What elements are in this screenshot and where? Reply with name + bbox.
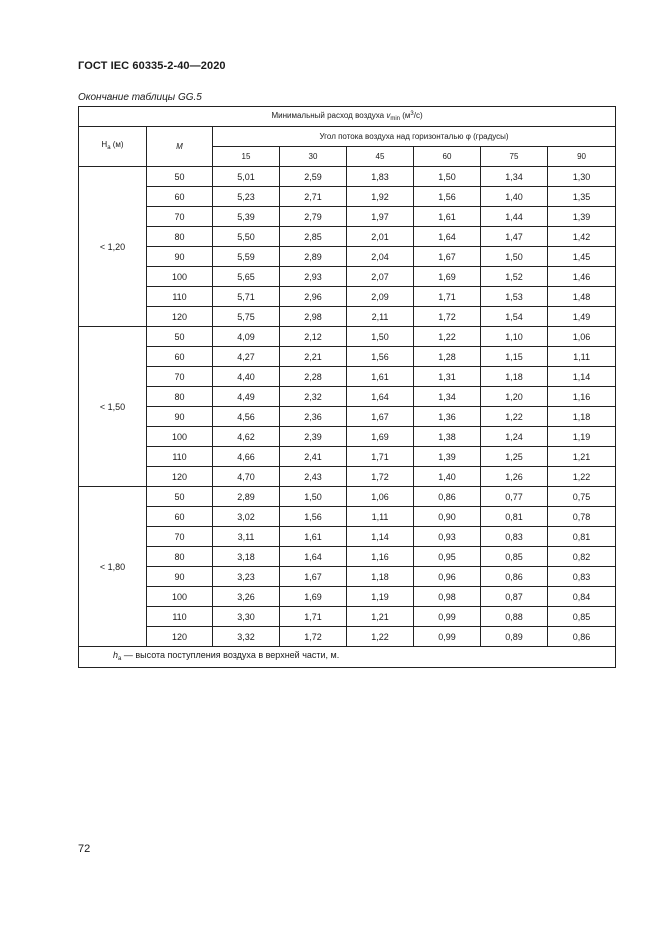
airflow-value-cell: 1,71 bbox=[347, 447, 414, 467]
mass-cell: 60 bbox=[147, 187, 213, 207]
airflow-value-cell: 1,49 bbox=[548, 307, 616, 327]
airflow-value-cell: 4,56 bbox=[213, 407, 280, 427]
table-row bbox=[79, 607, 616, 627]
table-row bbox=[79, 387, 616, 407]
airflow-value-cell: 4,09 bbox=[213, 327, 280, 347]
table-title: Минимальный расход воздуха $v_{min}$ $(м^3/с)$ bbox=[79, 107, 616, 127]
airflow-value-cell: 1,45 bbox=[548, 247, 616, 267]
table-row bbox=[79, 307, 616, 327]
airflow-value-cell: 3,18 bbox=[213, 547, 280, 567]
mass-cell: 80 bbox=[147, 227, 213, 247]
table-row bbox=[79, 507, 616, 527]
airflow-value-cell: 5,71 bbox=[213, 287, 280, 307]
airflow-value-cell: 1,61 bbox=[414, 207, 481, 227]
airflow-value-cell: 1,22 bbox=[414, 327, 481, 347]
airflow-value-cell: 1,28 bbox=[414, 347, 481, 367]
airflow-value-cell: 5,50 bbox=[213, 227, 280, 247]
mass-cell: 110 bbox=[147, 287, 213, 307]
airflow-value-cell: 2,36 bbox=[280, 407, 347, 427]
column-header-mass: М bbox=[147, 127, 213, 167]
column-header-height: $H_a$ (м) bbox=[79, 127, 147, 167]
airflow-value-cell: 1,72 bbox=[280, 627, 347, 647]
airflow-value-cell: 2,85 bbox=[280, 227, 347, 247]
airflow-value-cell: 0,83 bbox=[481, 527, 548, 547]
airflow-value-cell: 0,86 bbox=[548, 627, 616, 647]
airflow-value-cell: 2,07 bbox=[347, 267, 414, 287]
airflow-value-cell: 2,04 bbox=[347, 247, 414, 267]
airflow-value-cell: 4,66 bbox=[213, 447, 280, 467]
airflow-value-cell: 1,53 bbox=[481, 287, 548, 307]
airflow-value-cell: 2,93 bbox=[280, 267, 347, 287]
airflow-value-cell: 0,86 bbox=[414, 487, 481, 507]
airflow-value-cell: 1,22 bbox=[347, 627, 414, 647]
airflow-value-cell: 3,30 bbox=[213, 607, 280, 627]
airflow-value-cell: 5,39 bbox=[213, 207, 280, 227]
airflow-value-cell: 1,15 bbox=[481, 347, 548, 367]
mass-cell: 110 bbox=[147, 607, 213, 627]
mass-cell: 50 bbox=[147, 167, 213, 187]
angle-header: Угол потока воздуха над горизонталью φ (градусы) bbox=[213, 127, 616, 147]
airflow-value-cell: 1,06 bbox=[347, 487, 414, 507]
airflow-value-cell: 1,34 bbox=[414, 387, 481, 407]
airflow-value-cell: 2,32 bbox=[280, 387, 347, 407]
airflow-value-cell: 1,71 bbox=[414, 287, 481, 307]
mass-cell: 110 bbox=[147, 447, 213, 467]
airflow-value-cell: 1,30 bbox=[548, 167, 616, 187]
airflow-value-cell: 1,67 bbox=[414, 247, 481, 267]
mass-cell: 120 bbox=[147, 467, 213, 487]
airflow-value-cell: 1,56 bbox=[280, 507, 347, 527]
airflow-value-cell: 1,14 bbox=[548, 367, 616, 387]
airflow-value-cell: 2,11 bbox=[347, 307, 414, 327]
airflow-value-cell: 0,77 bbox=[481, 487, 548, 507]
table-row bbox=[79, 347, 616, 367]
table-row bbox=[79, 187, 616, 207]
angle-header-cell: 15 bbox=[213, 147, 280, 167]
table-row bbox=[79, 487, 616, 507]
table-row bbox=[79, 447, 616, 467]
airflow-value-cell: 1,50 bbox=[481, 247, 548, 267]
table-row bbox=[79, 227, 616, 247]
airflow-value-cell: 2,21 bbox=[280, 347, 347, 367]
airflow-value-cell: 1,67 bbox=[347, 407, 414, 427]
airflow-value-cell: 1,21 bbox=[548, 447, 616, 467]
airflow-value-cell: 0,82 bbox=[548, 547, 616, 567]
airflow-value-cell: 1,83 bbox=[347, 167, 414, 187]
airflow-value-cell: 2,01 bbox=[347, 227, 414, 247]
airflow-value-cell: 2,39 bbox=[280, 427, 347, 447]
airflow-value-cell: 0,86 bbox=[481, 567, 548, 587]
airflow-value-cell: 0,90 bbox=[414, 507, 481, 527]
document-code: ГОСТ IEC 60335-2-40—2020 bbox=[78, 60, 226, 72]
table-row bbox=[79, 407, 616, 427]
airflow-value-cell: 1,31 bbox=[414, 367, 481, 387]
airflow-value-cell: 1,36 bbox=[414, 407, 481, 427]
airflow-value-cell: 3,23 bbox=[213, 567, 280, 587]
airflow-value-cell: 1,16 bbox=[347, 547, 414, 567]
mass-cell: 90 bbox=[147, 407, 213, 427]
airflow-value-cell: 1,50 bbox=[347, 327, 414, 347]
airflow-value-cell: 2,71 bbox=[280, 187, 347, 207]
table-row bbox=[79, 367, 616, 387]
mass-cell: 100 bbox=[147, 427, 213, 447]
airflow-value-cell: 1,48 bbox=[548, 287, 616, 307]
airflow-value-cell: 1,69 bbox=[347, 427, 414, 447]
airflow-value-cell: 1,10 bbox=[481, 327, 548, 347]
airflow-value-cell: 1,69 bbox=[280, 587, 347, 607]
table-note: $h_a$ — высота поступления воздуха в верхней части, м. bbox=[79, 647, 616, 668]
airflow-value-cell: 1,35 bbox=[548, 187, 616, 207]
airflow-value-cell: 2,41 bbox=[280, 447, 347, 467]
airflow-value-cell: 0,85 bbox=[481, 547, 548, 567]
airflow-value-cell: 1,46 bbox=[548, 267, 616, 287]
airflow-value-cell: 1,06 bbox=[548, 327, 616, 347]
airflow-value-cell: 1,52 bbox=[481, 267, 548, 287]
airflow-value-cell: 0,78 bbox=[548, 507, 616, 527]
airflow-value-cell: 0,96 bbox=[414, 567, 481, 587]
mass-cell: 100 bbox=[147, 267, 213, 287]
table-row bbox=[79, 627, 616, 647]
angle-header-cell: 45 bbox=[347, 147, 414, 167]
airflow-value-cell: 1,40 bbox=[414, 467, 481, 487]
airflow-value-cell: 1,56 bbox=[414, 187, 481, 207]
airflow-value-cell: 1,42 bbox=[548, 227, 616, 247]
airflow-value-cell: 3,32 bbox=[213, 627, 280, 647]
airflow-value-cell: 1,38 bbox=[414, 427, 481, 447]
airflow-value-cell: 0,84 bbox=[548, 587, 616, 607]
airflow-value-cell: 4,49 bbox=[213, 387, 280, 407]
table-caption: Окончание таблицы GG.5 bbox=[78, 92, 202, 103]
airflow-value-cell: 0,88 bbox=[481, 607, 548, 627]
airflow-value-cell: 2,96 bbox=[280, 287, 347, 307]
airflow-value-cell: 1,25 bbox=[481, 447, 548, 467]
airflow-value-cell: 2,28 bbox=[280, 367, 347, 387]
airflow-value-cell: 1,16 bbox=[548, 387, 616, 407]
airflow-value-cell: 1,92 bbox=[347, 187, 414, 207]
airflow-value-cell: 1,61 bbox=[347, 367, 414, 387]
airflow-value-cell: 1,69 bbox=[414, 267, 481, 287]
airflow-value-cell: 1,19 bbox=[548, 427, 616, 447]
airflow-value-cell: 1,34 bbox=[481, 167, 548, 187]
airflow-value-cell: 1,18 bbox=[481, 367, 548, 387]
airflow-value-cell: 5,59 bbox=[213, 247, 280, 267]
airflow-value-cell: 1,14 bbox=[347, 527, 414, 547]
table-row bbox=[79, 587, 616, 607]
airflow-value-cell: 1,72 bbox=[414, 307, 481, 327]
airflow-value-cell: 0,85 bbox=[548, 607, 616, 627]
airflow-value-cell: 0,83 bbox=[548, 567, 616, 587]
airflow-value-cell: 1,26 bbox=[481, 467, 548, 487]
airflow-value-cell: 4,70 bbox=[213, 467, 280, 487]
airflow-value-cell: 1,50 bbox=[280, 487, 347, 507]
airflow-value-cell: 4,27 bbox=[213, 347, 280, 367]
mass-cell: 70 bbox=[147, 207, 213, 227]
airflow-value-cell: 1,40 bbox=[481, 187, 548, 207]
height-group-label: < 1,50 bbox=[79, 327, 147, 487]
airflow-value-cell: 1,71 bbox=[280, 607, 347, 627]
airflow-table bbox=[78, 106, 616, 668]
airflow-value-cell: 0,87 bbox=[481, 587, 548, 607]
airflow-value-cell: 1,97 bbox=[347, 207, 414, 227]
airflow-value-cell: 1,39 bbox=[548, 207, 616, 227]
mass-cell: 80 bbox=[147, 387, 213, 407]
airflow-value-cell: 1,20 bbox=[481, 387, 548, 407]
mass-cell: 60 bbox=[147, 347, 213, 367]
table-row bbox=[79, 427, 616, 447]
mass-cell: 90 bbox=[147, 247, 213, 267]
mass-cell: 50 bbox=[147, 487, 213, 507]
airflow-value-cell: 4,62 bbox=[213, 427, 280, 447]
airflow-value-cell: 1,50 bbox=[414, 167, 481, 187]
airflow-value-cell: 0,99 bbox=[414, 627, 481, 647]
airflow-value-cell: 2,59 bbox=[280, 167, 347, 187]
table-row bbox=[79, 167, 616, 187]
airflow-value-cell: 1,64 bbox=[414, 227, 481, 247]
table-row bbox=[79, 527, 616, 547]
airflow-value-cell: 2,89 bbox=[280, 247, 347, 267]
airflow-value-cell: 1,18 bbox=[347, 567, 414, 587]
table-row bbox=[79, 547, 616, 567]
angle-header-cell: 30 bbox=[280, 147, 347, 167]
mass-cell: 50 bbox=[147, 327, 213, 347]
airflow-value-cell: 1,11 bbox=[347, 507, 414, 527]
mass-cell: 60 bbox=[147, 507, 213, 527]
airflow-value-cell: 0,95 bbox=[414, 547, 481, 567]
airflow-value-cell: 1,61 bbox=[280, 527, 347, 547]
height-group-label: < 1,20 bbox=[79, 167, 147, 327]
airflow-value-cell: 5,75 bbox=[213, 307, 280, 327]
angle-header-cell: 90 bbox=[548, 147, 616, 167]
airflow-value-cell: 1,56 bbox=[347, 347, 414, 367]
airflow-value-cell: 1,39 bbox=[414, 447, 481, 467]
mass-cell: 90 bbox=[147, 567, 213, 587]
airflow-value-cell: 2,12 bbox=[280, 327, 347, 347]
airflow-value-cell: 1,64 bbox=[347, 387, 414, 407]
airflow-value-cell: 0,99 bbox=[414, 607, 481, 627]
airflow-value-cell: 0,81 bbox=[548, 527, 616, 547]
airflow-value-cell: 2,89 bbox=[213, 487, 280, 507]
airflow-value-cell: 0,81 bbox=[481, 507, 548, 527]
page-number: 72 bbox=[78, 843, 91, 855]
mass-cell: 80 bbox=[147, 547, 213, 567]
table-row bbox=[79, 327, 616, 347]
table-row bbox=[79, 467, 616, 487]
airflow-value-cell: 2,43 bbox=[280, 467, 347, 487]
airflow-value-cell: 1,44 bbox=[481, 207, 548, 227]
table-row bbox=[79, 207, 616, 227]
airflow-value-cell: 5,23 bbox=[213, 187, 280, 207]
table-row bbox=[79, 267, 616, 287]
table-row bbox=[79, 567, 616, 587]
airflow-value-cell: 1,18 bbox=[548, 407, 616, 427]
table-row bbox=[79, 247, 616, 267]
airflow-value-cell: 3,26 bbox=[213, 587, 280, 607]
airflow-value-cell: 1,21 bbox=[347, 607, 414, 627]
airflow-value-cell: 1,22 bbox=[548, 467, 616, 487]
airflow-value-cell: 0,98 bbox=[414, 587, 481, 607]
airflow-value-cell: 1,11 bbox=[548, 347, 616, 367]
airflow-value-cell: 1,67 bbox=[280, 567, 347, 587]
airflow-value-cell: 0,89 bbox=[481, 627, 548, 647]
airflow-value-cell: 1,72 bbox=[347, 467, 414, 487]
angle-header-cell: 75 bbox=[481, 147, 548, 167]
airflow-value-cell: 0,93 bbox=[414, 527, 481, 547]
airflow-value-cell: 1,22 bbox=[481, 407, 548, 427]
airflow-value-cell: 4,40 bbox=[213, 367, 280, 387]
airflow-value-cell: 0,75 bbox=[548, 487, 616, 507]
airflow-value-cell: 1,47 bbox=[481, 227, 548, 247]
mass-cell: 120 bbox=[147, 307, 213, 327]
angle-header-cell: 60 bbox=[414, 147, 481, 167]
mass-cell: 120 bbox=[147, 627, 213, 647]
mass-cell: 70 bbox=[147, 527, 213, 547]
mass-cell: 100 bbox=[147, 587, 213, 607]
table-row bbox=[79, 287, 616, 307]
airflow-value-cell: 1,24 bbox=[481, 427, 548, 447]
airflow-value-cell: 1,64 bbox=[280, 547, 347, 567]
mass-cell: 70 bbox=[147, 367, 213, 387]
airflow-value-cell: 1,54 bbox=[481, 307, 548, 327]
airflow-value-cell: 5,65 bbox=[213, 267, 280, 287]
airflow-value-cell: 2,09 bbox=[347, 287, 414, 307]
airflow-value-cell: 2,79 bbox=[280, 207, 347, 227]
airflow-value-cell: 1,19 bbox=[347, 587, 414, 607]
airflow-value-cell: 3,02 bbox=[213, 507, 280, 527]
airflow-value-cell: 3,11 bbox=[213, 527, 280, 547]
airflow-value-cell: 2,98 bbox=[280, 307, 347, 327]
height-group-label: < 1,80 bbox=[79, 487, 147, 647]
airflow-value-cell: 5,01 bbox=[213, 167, 280, 187]
